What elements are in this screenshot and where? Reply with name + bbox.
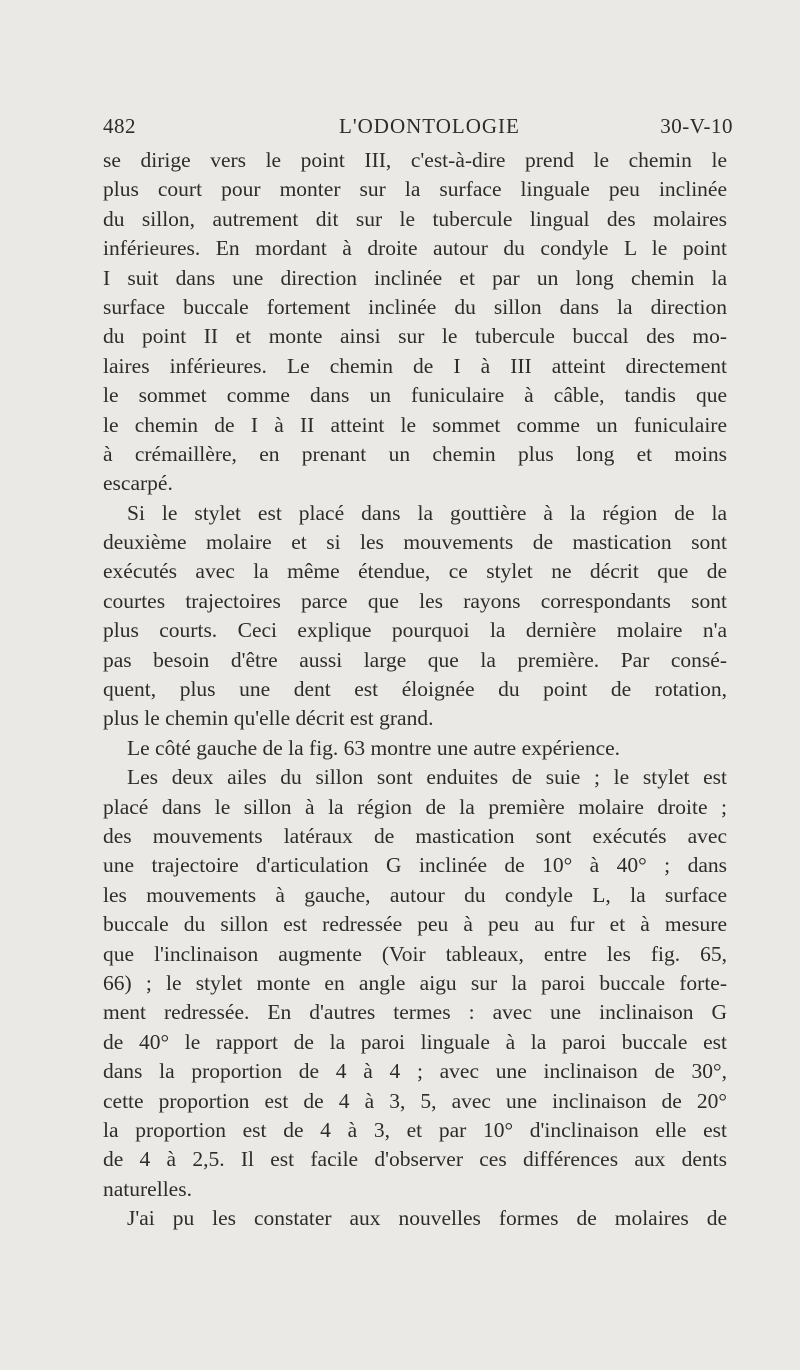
running-head: [103, 114, 733, 144]
text-line: se dirige vers le point III, c'est-à-dire prend le chemin le: [103, 148, 727, 172]
text-line: ment redressée. En d'autres termes : avec une inclinaison G: [103, 1000, 727, 1025]
text-line: de 40° le rapport de la paroi linguale à la paroi buccale est: [103, 1029, 727, 1054]
issue-date: 30-V-10: [660, 114, 733, 138]
body-text: [103, 146, 727, 1233]
text-line: du sillon, autrement dit sur le tubercule lingual des molaires: [103, 206, 727, 231]
text-line: les mouvements à gauche, autour du condyle L, la surface: [103, 882, 727, 907]
text-line: Les deux ailes du sillon sont enduites de suie ; le stylet est: [127, 765, 727, 790]
text-line: une trajectoire d'articulation G inclinée de 10° à 40° ; dans: [103, 853, 727, 878]
text-line: escarpé.: [103, 471, 173, 496]
text-line: du point II et monte ainsi sur le tubercule buccal des mo-: [103, 324, 727, 349]
text-line: que l'inclinaison augmente (Voir tableaux, entre les fig. 65,: [103, 941, 727, 966]
text-line: surface buccale fortement inclinée du sillon dans la direction: [103, 294, 727, 319]
text-line: Le côté gauche de la fig. 63 montre une autre expérience.: [127, 735, 621, 760]
text-line: plus le chemin qu'elle décrit est grand.: [103, 706, 434, 731]
text-line: Si le stylet est placé dans la gouttière à la région de la: [127, 500, 727, 525]
page-number: 482: [103, 114, 136, 138]
text-line: inférieures. En mordant à droite autour du condyle L le point: [103, 236, 727, 261]
text-line: exécutés avec la même étendue, ce stylet ne décrit que de: [103, 559, 727, 584]
text-line: de 4 à 2,5. Il est facile d'observer ces différences aux dents: [103, 1147, 727, 1172]
text-line: la proportion est de 4 à 3, et par 10° d'inclinaison elle est: [103, 1117, 727, 1142]
text-line: 66) ; le stylet monte en angle aigu sur la paroi buccale forte-: [103, 970, 727, 995]
text-line: buccale du sillon est redressée peu à peu au fur et à mesure: [103, 912, 727, 937]
text-line: laires inférieures. Le chemin de I à III atteint directement: [103, 353, 727, 378]
text-line: dans la proportion de 4 à 4 ; avec une inclinaison de 30°,: [103, 1059, 727, 1084]
text-line: quent, plus une dent est éloignée du point de rotation,: [103, 677, 727, 702]
text-line: à crémaillère, en prenant un chemin plus long et moins: [103, 441, 727, 466]
text-line: deuxième molaire et si les mouvements de mastication sont: [103, 530, 727, 555]
text-line: placé dans le sillon à la région de la première molaire droite ;: [103, 794, 727, 819]
text-line: pas besoin d'être aussi large que la première. Par consé-: [103, 647, 727, 672]
text-line: I suit dans une direction inclinée et par un long chemin la: [103, 265, 727, 290]
text-line: des mouvements latéraux de mastication sont exécutés avec: [103, 823, 727, 848]
text-line: plus courts. Ceci explique pourquoi la dernière molaire n'a: [103, 618, 727, 643]
text-line: cette proportion est de 4 à 3, 5, avec une inclinaison de 20°: [103, 1088, 727, 1113]
text-line: le chemin de I à II atteint le sommet comme un funiculaire: [103, 412, 727, 437]
text-line: courtes trajectoires parce que les rayons correspondants sont: [103, 588, 727, 613]
text-line: plus court pour monter sur la surface linguale peu inclinée: [103, 177, 727, 202]
text-line: J'ai pu les constater aux nouvelles formes de molaires de: [127, 1206, 727, 1231]
journal-title: L'ODONTOLOGIE: [339, 114, 520, 138]
text-line: le sommet comme dans un funiculaire à câble, tandis que: [103, 383, 727, 408]
text-line: naturelles.: [103, 1176, 192, 1201]
